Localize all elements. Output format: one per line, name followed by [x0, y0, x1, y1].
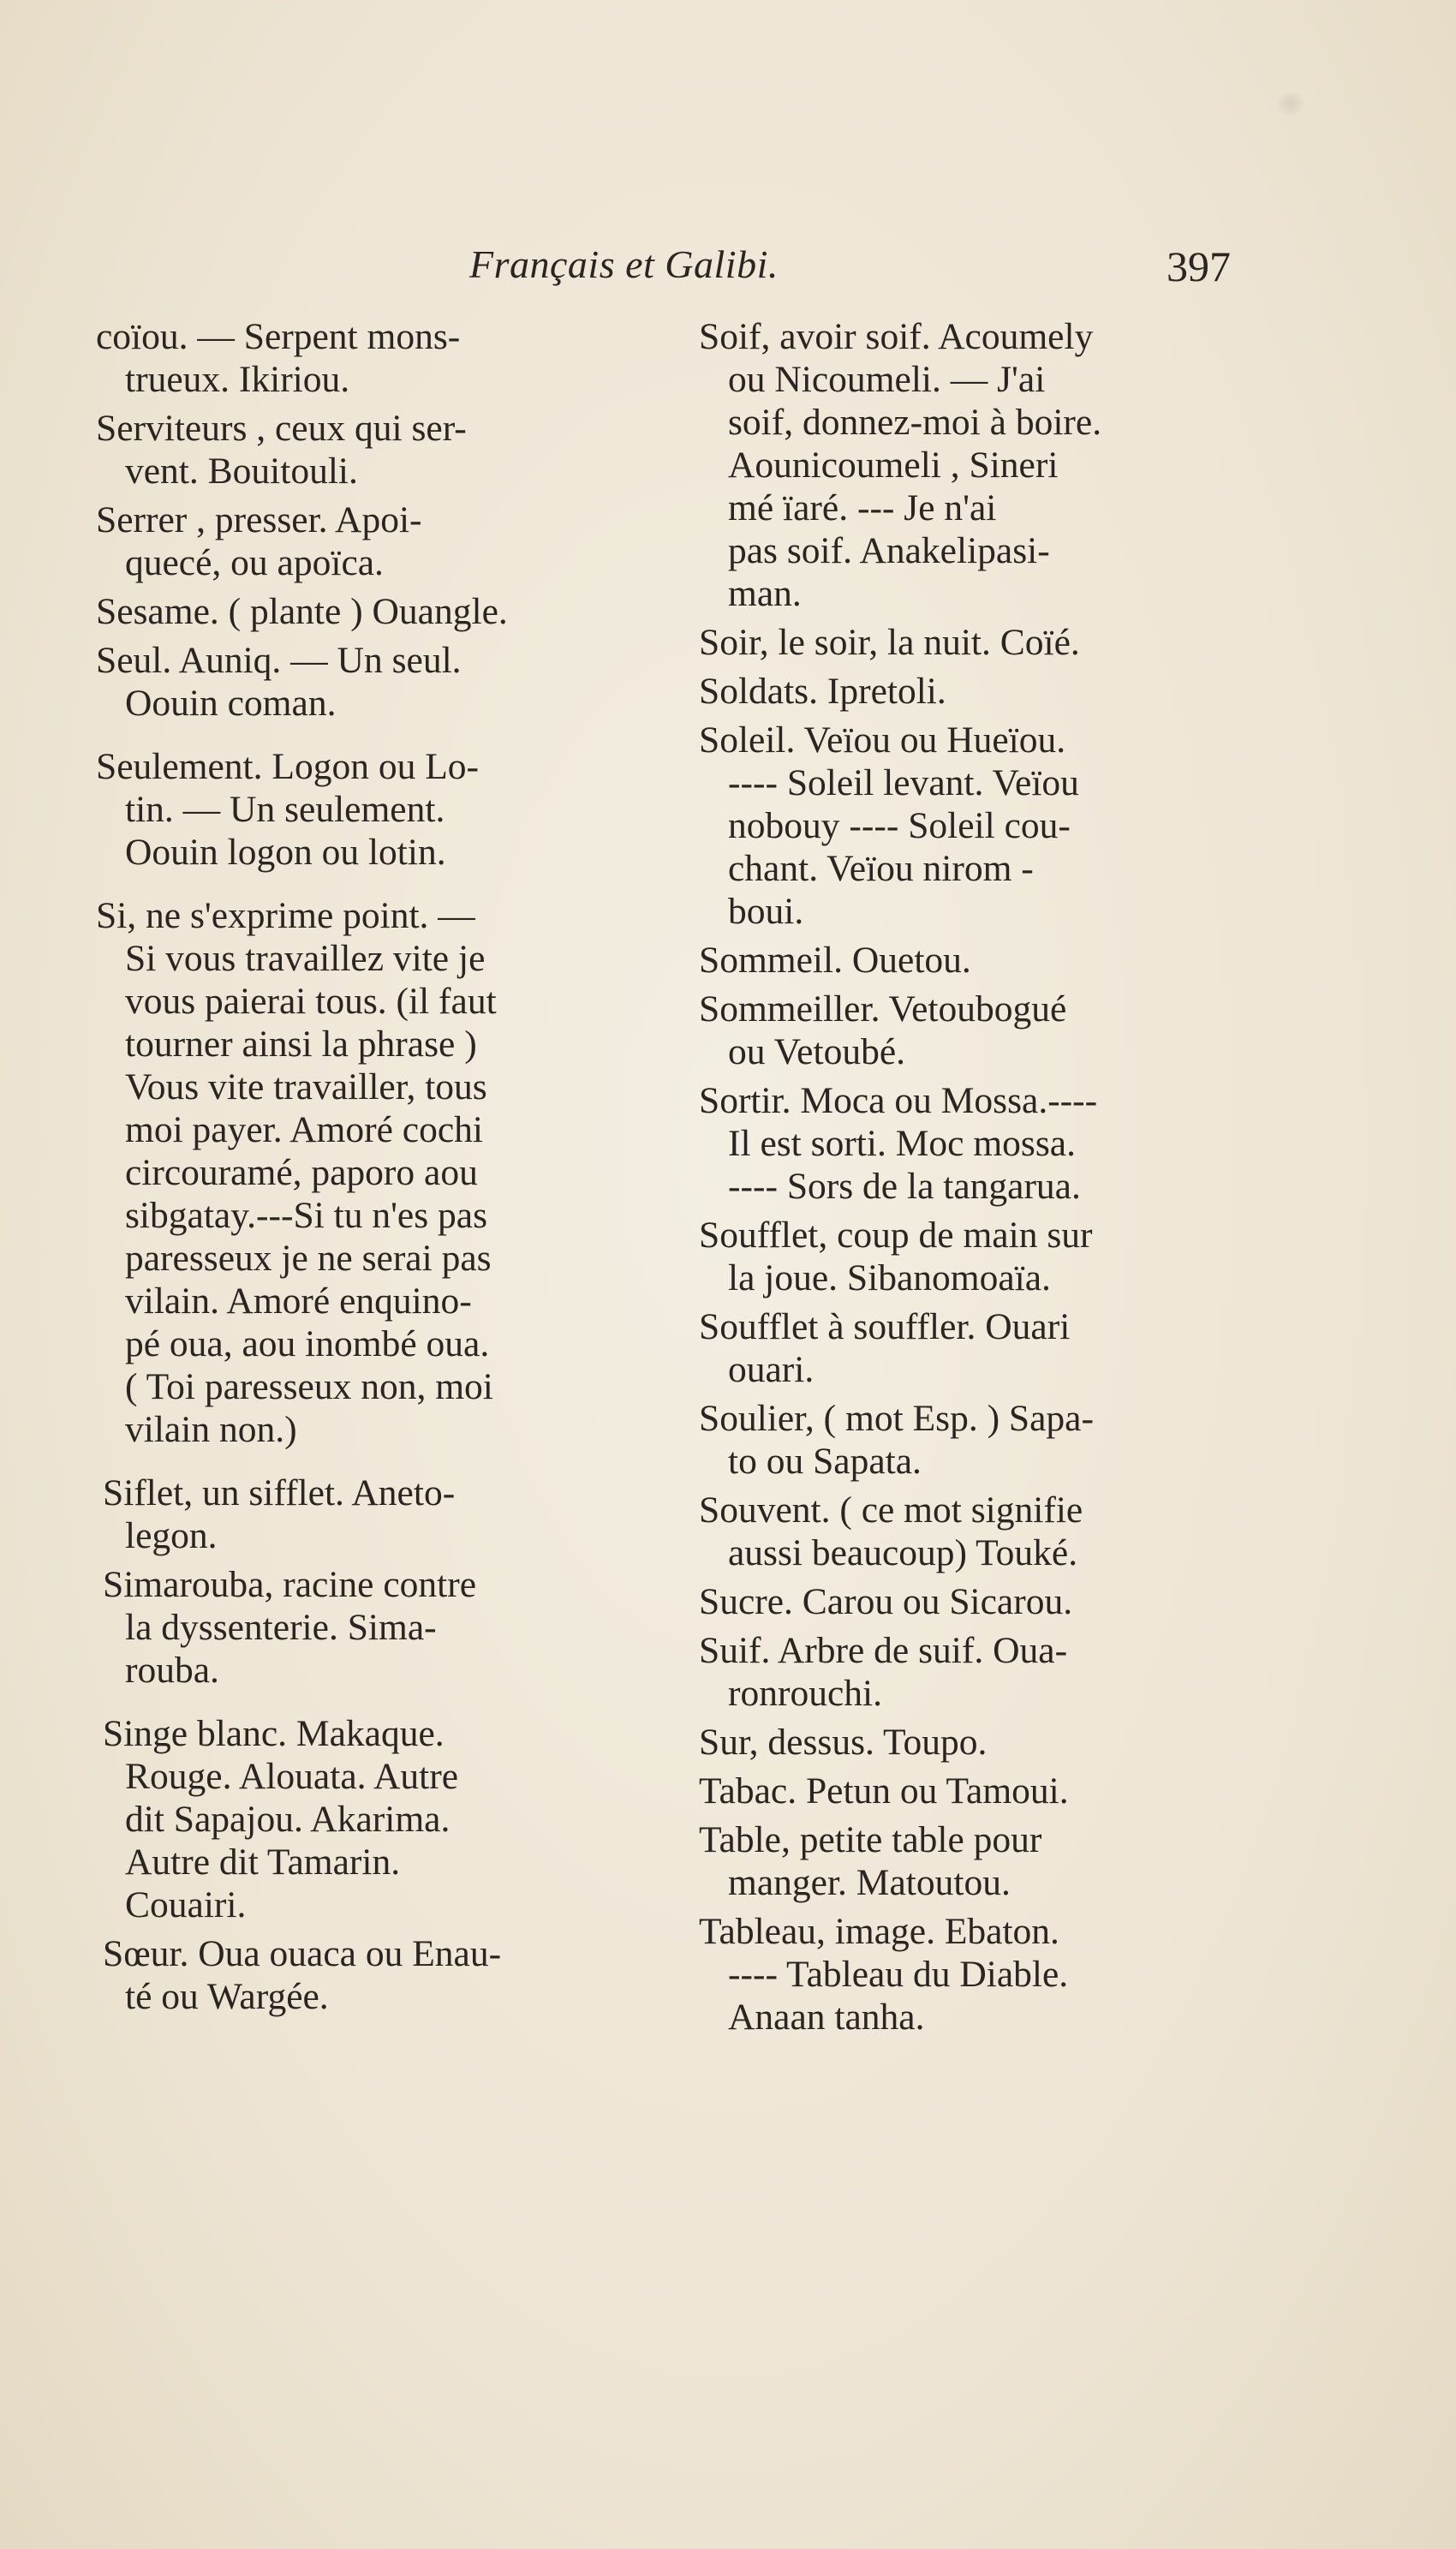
entry-continuation-line: trueux. Ikiriou.	[125, 359, 350, 400]
entry-headword-line: Sucre. Carou ou Sicarou.	[699, 1581, 1073, 1622]
entry-continuation-line: vous paierai tous. (il faut	[125, 981, 497, 1022]
dictionary-entry	[699, 621, 1290, 664]
entry-headword-line: Sesame. ( plante ) Ouangle.	[96, 591, 508, 632]
dictionary-entry	[699, 1721, 1290, 1764]
dictionary-entry	[699, 315, 1290, 615]
entry-continuation-line: legon.	[125, 1515, 218, 1556]
paper-stain	[1274, 93, 1307, 115]
entry-headword-line: Soleil. Veïou ou Hueïou.	[699, 719, 1066, 761]
dictionary-entry	[96, 1932, 678, 2018]
entry-headword-line: Soif, avoir soif. Acoumely	[699, 316, 1094, 357]
dictionary-entry	[96, 745, 678, 874]
dictionary-entry	[96, 315, 678, 401]
entry-headword-line: Soir, le soir, la nuit. Coïé.	[699, 622, 1080, 663]
entry-continuation-line: té ou Wargée.	[125, 1976, 329, 2017]
entry-headword-line: Serrer , presser. Apoi-	[96, 499, 422, 540]
entry-continuation-line: mé ïaré. --- Je n'ai	[728, 487, 997, 528]
entry-headword-line: Soulier, ( mot Esp. ) Sapa-	[699, 1398, 1094, 1439]
entry-headword-line: Soufflet, coup de main sur	[699, 1215, 1093, 1256]
left-column	[96, 315, 678, 2024]
right-column	[699, 315, 1290, 2045]
entry-continuation-line: rouba.	[125, 1650, 219, 1691]
entry-continuation-line: nobouy ---- Soleil cou-	[728, 805, 1071, 846]
dictionary-entry	[699, 939, 1290, 982]
entry-continuation-line: ronrouchi.	[728, 1673, 882, 1714]
entry-continuation-line: vent. Bouitouli.	[125, 451, 358, 492]
dictionary-entry	[96, 1563, 678, 1692]
dictionary-entry	[699, 719, 1290, 933]
dictionary-entry	[96, 407, 678, 492]
entry-continuation-line: Aounicoumeli , Sineri	[728, 445, 1059, 486]
entry-continuation-line: soif, donnez-moi à boire.	[728, 402, 1102, 443]
entry-continuation-line: la dyssenterie. Sima-	[125, 1607, 437, 1648]
entry-continuation-line: dit Sapajou. Akarima.	[125, 1799, 451, 1840]
dictionary-entry	[699, 1818, 1290, 1904]
entry-continuation-line: ou Vetoubé.	[728, 1031, 906, 1072]
entry-continuation-line: Rouge. Alouata. Autre	[125, 1756, 459, 1797]
dictionary-entry	[699, 1910, 1290, 2039]
entry-headword-line: Siflet, un sifflet. Aneto-	[103, 1472, 456, 1513]
dictionary-entry	[699, 988, 1290, 1073]
entry-continuation-line: la joue. Sibanomoaïa.	[728, 1257, 1051, 1298]
entry-continuation-line: Autre dit Tamarin.	[125, 1842, 401, 1883]
entry-continuation-line: Oouin logon ou lotin.	[125, 832, 446, 873]
entry-continuation-line: to ou Sapata.	[728, 1441, 922, 1482]
entry-continuation-line: Anaan tanha.	[728, 1997, 925, 2038]
entry-continuation-line: tourner ainsi la phrase )	[125, 1024, 477, 1065]
entry-continuation-line: ---- Soleil levant. Veïou	[728, 762, 1079, 803]
entry-continuation-line: Il est sorti. Moc mossa.	[728, 1123, 1076, 1164]
running-head	[0, 242, 1456, 301]
dictionary-entry	[699, 1079, 1290, 1208]
entry-continuation-line: vilain. Amoré enquino-	[125, 1280, 472, 1322]
entry-continuation-line: ouari.	[728, 1349, 815, 1390]
entry-headword-line: Sur, dessus. Toupo.	[699, 1722, 988, 1763]
dictionary-entry	[699, 1397, 1290, 1483]
dictionary-entry	[699, 1580, 1290, 1623]
dictionary-entry	[699, 670, 1290, 713]
entry-headword-line: Serviteurs , ceux qui ser-	[96, 408, 467, 449]
entry-continuation-line: ---- Tableau du Diable.	[728, 1954, 1069, 1995]
entry-continuation-line: pé oua, aou inombé oua.	[125, 1323, 490, 1364]
entry-headword-line: Tabac. Petun ou Tamoui.	[699, 1770, 1069, 1812]
entry-headword-line: Soufflet à souffler. Ouari	[699, 1306, 1071, 1347]
entry-continuation-line: sibgatay.---Si tu n'es pas	[125, 1195, 488, 1236]
entry-headword-line: Singe blanc. Makaque.	[103, 1713, 445, 1754]
entry-headword-line: Tableau, image. Ebaton.	[699, 1911, 1059, 1952]
entry-continuation-line: quecé, ou apoïca.	[125, 542, 384, 583]
entry-continuation-line: ( Toi paresseux non, moi	[125, 1366, 493, 1407]
page-number: 397	[1167, 242, 1231, 290]
entry-headword-line: Sommeiller. Vetoubogué	[699, 988, 1067, 1030]
dictionary-entry	[96, 1712, 678, 1926]
entry-continuation-line: Si vous travaillez vite je	[125, 938, 486, 979]
entry-headword-line: Simarouba, racine contre	[103, 1564, 477, 1605]
entry-continuation-line: moi payer. Amoré cochi	[125, 1109, 483, 1150]
entry-continuation-line: circouramé, paporo aou	[125, 1152, 478, 1193]
dictionary-entry	[96, 590, 678, 633]
dictionary-entry	[96, 639, 678, 725]
entry-continuation-line: manger. Matoutou.	[728, 1862, 1011, 1903]
entry-headword-line: Si, ne s'exprime point. —	[96, 895, 475, 936]
entry-headword-line: Soldats. Ipretoli.	[699, 671, 946, 712]
entry-headword-line: coïou. — Serpent mons-	[96, 316, 461, 357]
dictionary-entry	[699, 1629, 1290, 1715]
entry-continuation-line: pas soif. Anakelipasi-	[728, 530, 1050, 571]
dictionary-entry	[699, 1489, 1290, 1574]
entry-continuation-line: Vous vite travailler, tous	[125, 1066, 487, 1107]
entry-continuation-line: ---- Sors de la tangarua.	[728, 1166, 1081, 1207]
entry-continuation-line: boui.	[728, 891, 804, 932]
entry-headword-line: Seul. Auniq. — Un seul.	[96, 640, 462, 681]
entry-headword-line: Sœur. Oua ouaca ou Enau-	[103, 1933, 502, 1974]
entry-continuation-line: man.	[728, 573, 802, 614]
dictionary-entry	[699, 1214, 1290, 1299]
dictionary-entry	[699, 1305, 1290, 1391]
dictionary-entry	[699, 1770, 1290, 1812]
dictionary-entry	[96, 1471, 678, 1557]
running-title: Français et Galibi.	[469, 242, 779, 286]
entry-continuation-line: vilain non.)	[125, 1409, 297, 1450]
entry-continuation-line: ou Nicoumeli. — J'ai	[728, 359, 1046, 400]
entry-continuation-line: chant. Veïou nirom -	[728, 848, 1034, 889]
entry-headword-line: Seulement. Logon ou Lo-	[96, 746, 480, 787]
entry-continuation-line: aussi beaucoup) Touké.	[728, 1532, 1078, 1573]
dictionary-entry	[96, 894, 678, 1451]
entry-continuation-line: Couairi.	[125, 1884, 247, 1925]
dictionary-entry	[96, 498, 678, 584]
entry-headword-line: Suif. Arbre de suif. Oua-	[699, 1630, 1068, 1671]
entry-headword-line: Sommeil. Ouetou.	[699, 940, 971, 981]
entry-headword-line: Sortir. Moca ou Mossa.----	[699, 1080, 1098, 1121]
entry-headword-line: Souvent. ( ce mot signifie	[699, 1489, 1083, 1531]
entry-continuation-line: Oouin coman.	[125, 683, 337, 724]
entry-continuation-line: tin. — Un seulement.	[125, 789, 445, 830]
entry-continuation-line: paresseux je ne serai pas	[125, 1238, 492, 1279]
entry-headword-line: Table, petite table pour	[699, 1819, 1042, 1860]
